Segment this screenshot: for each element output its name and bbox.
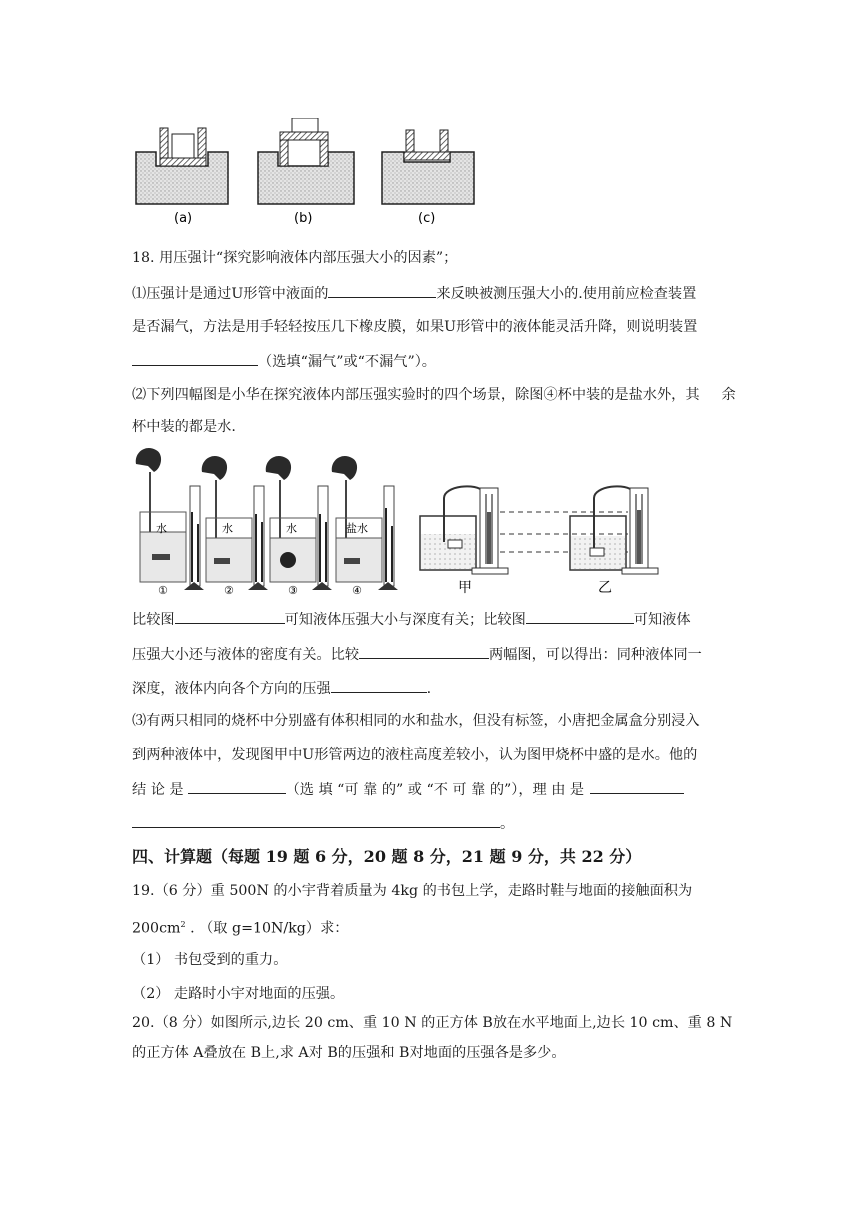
q18-title: 18. 用压强计“探究影响液体内部压强大小的因素”； <box>132 250 458 266</box>
liquid-label-4: 盐水 <box>346 522 368 535</box>
q18-p2-line2: 杯中装的都是水. <box>132 419 236 435</box>
figure-c <box>382 130 474 204</box>
setup-1 <box>136 448 204 590</box>
blank-5[interactable] <box>359 644 489 659</box>
q19-line2-a: 200cm <box>132 920 181 937</box>
figure-a <box>136 128 228 204</box>
q18-p3-c1: 结 论 是 <box>132 782 184 798</box>
q19-line2-b: . （取 g=10N/kg）求： <box>185 920 349 937</box>
setup-2 <box>202 456 268 590</box>
q18-p3-line2: 到两种液体中，发现图甲中U形管两边的液柱高度差较小，认为图甲烧杯中盛的是水。他的 <box>132 747 698 763</box>
q18-compare-line3 <box>132 678 431 699</box>
figure-abc <box>128 118 488 228</box>
figure-b <box>258 118 354 204</box>
label-b: (b) <box>294 211 313 226</box>
q18-c2-a: 压强大小还与液体的密度有关。比较 <box>132 647 360 663</box>
blank-4[interactable] <box>526 609 634 624</box>
blank-8[interactable] <box>590 779 684 794</box>
fig-num-4: ④ <box>352 584 362 597</box>
blank-7[interactable] <box>188 779 286 794</box>
q18-compare-line1 <box>132 609 691 630</box>
q18-p2-line1 <box>132 385 736 405</box>
q19-sub1: （1） 书包受到的重力。 <box>132 952 288 968</box>
section-4-heading: 四、计算题（每题 19 题 6 分，20 题 8 分，21 题 9 分，共 22 分） <box>132 847 642 866</box>
q18-p2-a2: 余 <box>721 387 736 403</box>
blank-6[interactable] <box>331 678 427 693</box>
q18-p3-c2: （选 填 “可 靠 的” 或 “不 可 靠 的”），理 由 是 <box>285 782 585 798</box>
q18-p1-d: （选填“漏气”或“不漏气”）。 <box>258 354 436 370</box>
fig-jia-label: 甲 <box>458 580 472 596</box>
blank-1[interactable] <box>328 283 436 298</box>
q18-p1-line2: 是否漏气，方法是用手轻轻按压几下橡皮膜，如果U形管中的液体能灵活升降，则说明装置 <box>132 319 698 335</box>
q18-p3-d: 。 <box>500 816 515 832</box>
q19-line2 <box>132 915 348 939</box>
q19-sub2: （2） 走路时小宇对地面的压强。 <box>132 986 345 1002</box>
q18-p1-line1 <box>132 283 696 304</box>
q19-line1: 19.（6 分）重 500N 的小宇背着质量为 4kg 的书包上学，走路时鞋与地面的接触面积为 <box>132 883 693 899</box>
fig-num-1: ① <box>158 584 168 597</box>
q18-p3-line1: ⑶有两只相同的烧杯中分别盛有体积相同的水和盐水，但没有标签，小唐把金属盒分别浸入 <box>132 713 700 729</box>
blank-2[interactable] <box>132 351 258 366</box>
liquid-label-1: 水 <box>156 522 167 535</box>
q18-p2-a: ⑵下列四幅图是小华在探究液体内部压强实验时的四个场景，除图④杯中装的是盐水外，其 <box>132 387 700 403</box>
q18-c2-b: 两幅图，可以得出：同种液体同一 <box>489 647 702 663</box>
blank-3[interactable] <box>175 609 285 624</box>
q20-line2: 的正方体 A叠放在 B上,求 A对 B的压强和 B对地面的压强各是多少。 <box>132 1045 566 1061</box>
q18-p3-line4 <box>132 813 514 834</box>
fig-num-2: ② <box>224 584 234 597</box>
q19-line2-sup: 2 <box>180 920 186 929</box>
q18-p3-line3 <box>132 779 684 800</box>
q20-line1: 20.（8 分）如图所示,边长 20 cm、重 10 N 的正方体 B放在水平地面上,边长 10 cm、重 8 N <box>132 1015 733 1031</box>
label-a: (a) <box>174 211 193 226</box>
q18-c3-b: . <box>426 681 432 697</box>
liquid-label-2: 水 <box>222 522 233 535</box>
figure-pressure-gauges <box>128 442 668 602</box>
q18-compare-line2 <box>132 644 702 665</box>
fig-num-3: ③ <box>288 584 298 597</box>
q18-p1-line3 <box>132 351 436 372</box>
q18-c1-c: 可知液体 <box>633 612 691 628</box>
q18-c1-b: 可知液体压强大小与深度有关；比较图 <box>284 612 526 628</box>
setup-yi <box>570 486 658 574</box>
q18-c1-a: 比较图 <box>132 612 175 628</box>
q18-p1-b: 来反映被测压强大小的.使用前应检查装置 <box>436 286 697 302</box>
blank-9[interactable] <box>132 813 500 828</box>
q18-c3-a: 深度，液体内向各个方向的压强 <box>132 681 331 697</box>
setup-3 <box>266 456 332 590</box>
fig-yi-label: 乙 <box>598 580 612 596</box>
q18-p1-a: ⑴压强计是通过U形管中液面的 <box>132 286 329 302</box>
liquid-label-3: 水 <box>286 522 297 535</box>
setup-jia <box>420 486 508 574</box>
label-c: (c) <box>418 211 436 226</box>
